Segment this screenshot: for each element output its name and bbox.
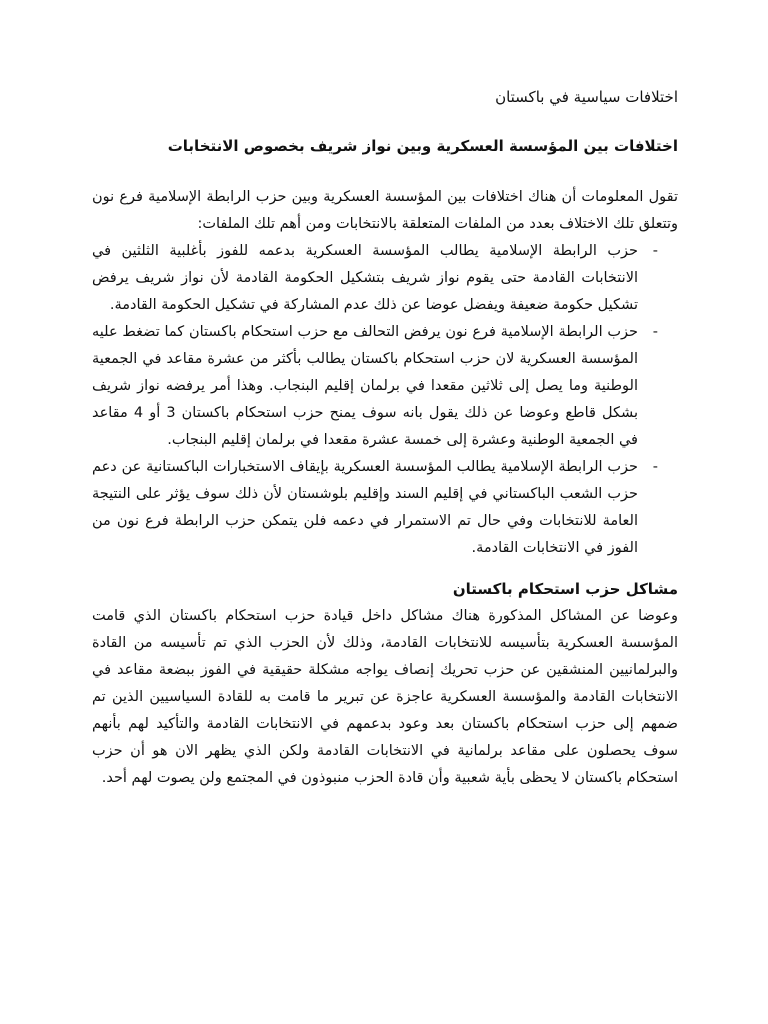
document-title: اختلافات سياسية في باكستان [495,88,678,106]
document-headline: اختلافات بين المؤسسة العسكرية وبين نواز شريف بخصوص الانتخابات [167,137,678,155]
list-item-text: حزب الرابطة الإسلامية فرع نون يرفض التحالف مع حزب استحكام باكستان كما تضغط عليه المؤسسة العسكرية لان حزب استحكام باكستان يطالب بأكثر من عشرة مقاعد في الجمعية الوطنية وما يصل إلى ثلاثين مقعدا في برلمان إقليم البنجاب. وهذا أمر يرفضه نواز شريف بشكل قاطع وعوضا عن ذلك يقول بانه سوف يمنح حزب استحكام باكستان 3 أو 4 مقاعد في الجمعية الوطنية وعشرة إلى خمسة عشرة مقعدا في برلمان إقليم البنجاب. [92,324,638,448]
intro-paragraph: تقول المعلومات أن هناك اختلافات بين المؤسسة العسكرية وبين حزب الرابطة الإسلامية فرع نون وتتعلق تلك الاختلاف بعدد من الملفات المتعلقة بالانتخابات ومن أهم تلك الملفات: [92,189,678,232]
list-item [92,454,678,562]
list-item [92,238,678,319]
dash-marker: - [652,324,658,340]
document-page [92,84,678,792]
section-paragraph: وعوضا عن المشاكل المذكورة هناك مشاكل داخل قيادة حزب استحكام باكستان الذي قامت المؤسسة العسكرية بتأسيسه للانتخابات القادمة، وذلك لأن الحزب الذي تم تأسيسه من القادة والبرلمانيين المنشقين عن حزب تحريك إنصاف يواجه مشكلة حقيقية في الفوز ببضعة مقاعد في الانتخابات القادمة والمؤسسة العسكرية عاجزة عن تبرير ما قامت به للقادة السياسيين الذين تم ضمهم إلى حزب استحكام باكستان بعد وعود بدعمهم في الانتخابات القادمة والتأكيد لهم بأنهم سوف يحصلون على مقاعد برلمانية في الانتخابات القادمة ولكن الذي يظهر الان هو أن حزب استحكام باكستان لا يحظى بأية شعبية وأن قادة الحزب منبوذون في المجتمع ولن يصوت لهم أحد. [92,608,678,786]
list-item-text: حزب الرابطة الإسلامية يطالب المؤسسة العسكرية بإيقاف الاستخبارات الباكستانية عن دعم حزب الشعب الباكستاني في إقليم السند وإقليم بلوشستان لأن ذلك سوف يؤثر على النتيجة العامة للانتخابات وفي حال تم الاستمرار في دعمه فلن يتمكن حزب الرابطة فرع نون من الفوز في الانتخابات القادمة. [92,459,638,556]
dash-marker: - [652,459,658,475]
list-item [92,319,678,454]
dash-marker: - [652,243,658,259]
issues-list [92,238,678,562]
list-item-text: حزب الرابطة الإسلامية يطالب المؤسسة العسكرية بدعمه للفوز بأغلبية الثلثين في الانتخابات القادمة حتى يقوم نواز شريف بتشكيل الحكومة القادمة لأن نواز شريف يرفض تشكيل حكومة ضعيفة ويفضل عوضا عن ذلك عدم المشاركة في تشكيل الحكومة القادمة. [92,243,638,313]
section-heading: مشاكل حزب استحكام باكستان [452,580,678,598]
